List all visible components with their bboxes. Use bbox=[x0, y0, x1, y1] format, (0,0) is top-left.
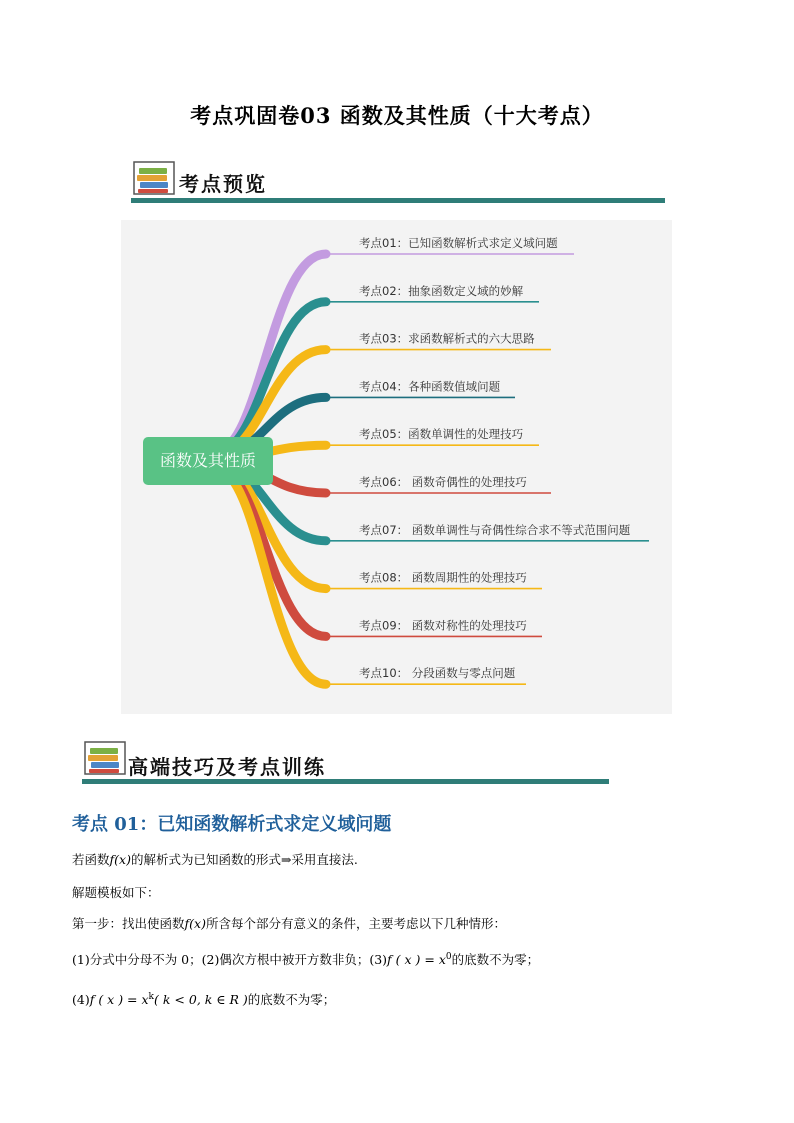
paragraph-step-one: 第一步：找出使函数f(x)所含每个部分有意义的条件，主要考虑以下几种情形： bbox=[72, 916, 506, 931]
preview-banner bbox=[131, 158, 671, 208]
books-icon bbox=[131, 158, 177, 198]
paragraph-conditions-1: (1)分式中分母不为 0；(2)偶次方根中被开方数非负；(3)f ( x ) = $x^0$的底数不为零； bbox=[72, 951, 540, 967]
mindmap-branch-label: 考点01：已知函数解析式求定义域问题 bbox=[359, 236, 558, 250]
mindmap-branch-label: 考点05：函数单调性的处理技巧 bbox=[359, 427, 524, 442]
paragraph-method: 若函数f(x)的解析式为已知函数的形式⇒采用直接法. bbox=[72, 852, 358, 867]
mindmap-branch-label: 考点06： 函数奇偶性的处理技巧 bbox=[359, 475, 527, 489]
preview-banner-title: 考点预览 bbox=[179, 172, 267, 196]
books-icon bbox=[82, 738, 128, 778]
mindmap-root-node: 函数及其性质 bbox=[143, 437, 273, 485]
mindmap-branch-label: 考点02：抽象函数定义域的妙解 bbox=[359, 283, 524, 298]
page-title: 考点巩固卷03 函数及其性质（十大考点） bbox=[190, 103, 604, 128]
mindmap-branch-curve bbox=[216, 302, 326, 453]
mindmap-branch-label: 考点09： 函数对称性的处理技巧 bbox=[359, 618, 527, 633]
section-heading: 考点 01：已知函数解析式求定义域问题 bbox=[72, 814, 392, 835]
mindmap-branch-label: 考点04：各种函数值域问题 bbox=[359, 379, 501, 394]
mindmap-branch-label: 考点03：求函数解析式的六大思路 bbox=[359, 331, 535, 346]
mindmap-branch-label: 考点10： 分段函数与零点问题 bbox=[359, 666, 516, 681]
paragraph-template: 解题模板如下： bbox=[72, 885, 160, 900]
training-banner bbox=[82, 738, 612, 788]
mindmap-branch-label: 考点08： 函数周期性的处理技巧 bbox=[359, 570, 527, 585]
paragraph-conditions-2: (4)f ( x ) = $x^k$( k < 0, k ∈ R )的底数不为零； bbox=[72, 991, 336, 1007]
training-banner-title: 高端技巧及考点训练 bbox=[128, 755, 326, 779]
mindmap-branch-label: 考点07： 函数单调性与奇偶性综合求不等式范围问题 bbox=[359, 522, 631, 537]
